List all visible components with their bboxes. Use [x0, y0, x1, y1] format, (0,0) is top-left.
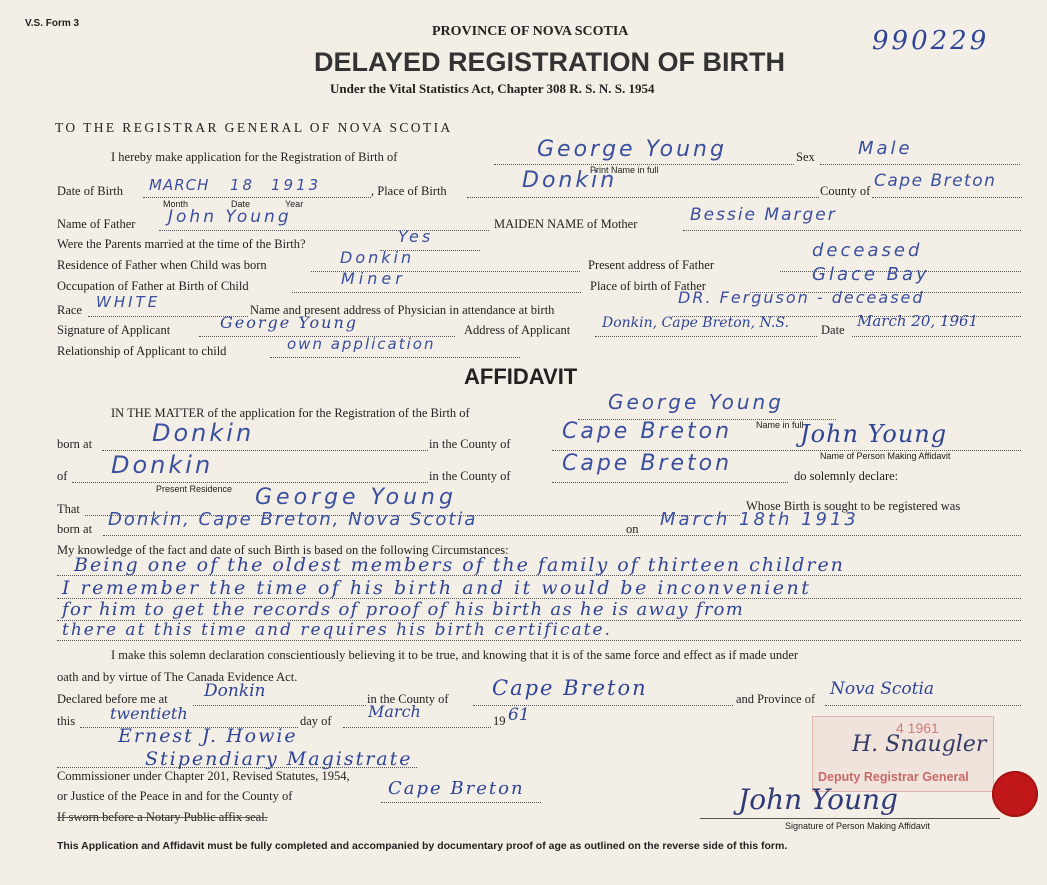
county-line	[872, 197, 1022, 198]
of-value: Donkin	[111, 451, 214, 479]
circumstance-text-2: I remember the time of his birth and it would be inconvenient	[62, 577, 812, 599]
date-label: Date	[821, 323, 845, 337]
whose-birth-label: Whose Birth is sought to be registered was	[746, 499, 961, 513]
month-value: March	[368, 702, 421, 721]
serial-number: 990229	[872, 26, 990, 56]
sig-label: Signature of Applicant	[57, 323, 171, 337]
born-at2-value: Donkin, Cape Breton, Nova Scotia	[108, 509, 478, 530]
solemnly-label: do solemnly declare:	[794, 469, 899, 483]
form-title: DELAYED REGISTRATION OF BIRTH	[314, 47, 786, 77]
physician-value: DR. Ferguson - deceased	[678, 288, 925, 307]
born-at2-label: born at	[57, 522, 93, 536]
sex-line	[820, 164, 1020, 165]
justice-line	[381, 802, 541, 803]
occupation-value: Miner	[341, 269, 406, 288]
mother-line	[683, 230, 1021, 231]
father-birthplace-value: Glace Bay	[812, 264, 930, 285]
born-county-value: Cape Breton	[562, 419, 733, 444]
declared-label: Declared before me at	[57, 692, 168, 706]
justice-county-value: Cape Breton	[388, 778, 525, 799]
name-in-full-hint: Name in full	[756, 420, 804, 430]
commissioner-signature: Ernest J. Howie	[118, 725, 298, 747]
declaration-text-2: oath and by virtue of The Canada Evidence Act.	[57, 670, 298, 684]
sex-value: Male	[858, 138, 913, 159]
res-father-label: Residence of Father when Child was born	[57, 258, 267, 272]
sex-label: Sex	[796, 150, 815, 164]
year-prefix-label: 19	[493, 714, 506, 728]
declared-county-label: in the County of	[367, 692, 449, 706]
commissioner-line	[57, 767, 417, 768]
declared-county-value: Cape Breton	[492, 676, 648, 700]
day-value: twentieth	[110, 704, 188, 723]
physician-label: Name and present address of Physician in attendance at birth	[250, 303, 555, 317]
act-reference: Under the Vital Statistics Act, Chapter 308 R. S. N. S. 1954	[330, 81, 655, 96]
race-value: WHITE	[96, 293, 161, 311]
pob-value: Donkin	[522, 168, 618, 193]
res-county-line	[552, 482, 788, 483]
dob-label: Date of Birth	[57, 184, 123, 198]
sig-value: George Young	[220, 313, 358, 332]
that-label: That	[57, 502, 80, 516]
affiant-signature-line	[700, 818, 1000, 819]
red-seal	[992, 771, 1038, 817]
race-label: Race	[57, 303, 82, 317]
county-value: Cape Breton	[874, 171, 997, 191]
father-value: John Young	[168, 207, 292, 227]
mother-value: Bessie Marger	[690, 205, 837, 225]
born-at2-line	[103, 535, 1021, 536]
born-at-value: Donkin	[152, 419, 255, 447]
declared-line	[193, 705, 366, 706]
of-label: of	[57, 469, 68, 483]
form-number: V.S. Form 3	[25, 18, 80, 29]
relationship-value: own application	[287, 335, 436, 353]
affiant-name-value: John Young	[800, 420, 948, 448]
province-label: and Province of	[736, 692, 816, 706]
addr-app-line	[595, 336, 817, 337]
date-hint: Date	[231, 199, 251, 209]
res-county-label: in the County of	[429, 469, 511, 483]
pob-line	[467, 197, 819, 198]
present-addr-label: Present address of Father	[588, 258, 715, 272]
child-name-value: George Young	[537, 137, 727, 162]
stamp-text: Deputy Registrar General	[818, 770, 969, 784]
res-county-value: Cape Breton	[562, 451, 733, 476]
born-county-label: in the County of	[429, 437, 511, 451]
dob-year-value: 1913	[271, 176, 322, 194]
commissioner-label: Commissioner under Chapter 201, Revised Statutes, 1954,	[57, 769, 350, 783]
commissioner-title: Stipendiary Magistrate	[145, 748, 413, 770]
circumstance-line-4	[57, 640, 1021, 641]
occupation-line	[292, 292, 581, 293]
that-value: George Young	[255, 485, 457, 510]
registrar-address: TO THE REGISTRAR GENERAL OF NOVA SCOTIA	[55, 120, 453, 135]
circumstance-text-1: Being one of the oldest members of the family of thirteen children	[74, 554, 845, 576]
year-hint: Year	[285, 199, 304, 209]
circumstance-text-3: for him to get the records of proof of his birth as he is away from	[62, 599, 745, 620]
date-line	[852, 336, 1021, 337]
on-value: March 18th 1913	[660, 509, 859, 530]
affiant-hint: Name of Person Making Affidavit	[820, 451, 951, 461]
circumstance-text-4: there at this time and requires his birth certificate.	[62, 620, 612, 640]
present-addr-value: deceased	[812, 240, 923, 261]
dob-date-value: 18	[230, 176, 256, 194]
father-label: Name of Father	[57, 217, 136, 231]
declared-place-value: Donkin	[204, 681, 266, 701]
mother-label: MAIDEN NAME of Mother	[494, 217, 638, 231]
this-label: this	[57, 714, 76, 728]
day-of-label: day of	[300, 714, 332, 728]
month-hint: Month	[163, 199, 189, 209]
stamp-date: 4 1961	[896, 720, 939, 736]
affidavit-heading: AFFIDAVIT	[464, 364, 578, 389]
res-father-value: Donkin	[340, 248, 415, 267]
province-heading: PROVINCE OF NOVA SCOTIA	[432, 24, 629, 39]
month-line	[343, 727, 491, 728]
county-label: County of	[820, 184, 871, 198]
matter-value: George Young	[608, 390, 784, 414]
present-residence-hint: Present Residence	[156, 484, 233, 494]
registrar-signature: H. Snaugler	[852, 732, 987, 757]
of-line	[72, 482, 428, 483]
declaration-text-1: I make this solemn declaration conscientiously believing it to be true, and knowing that it is of the same force and effect as if made under	[111, 648, 799, 662]
dob-line	[143, 197, 371, 198]
addr-app-value: Donkin, Cape Breton, N.S.	[602, 315, 789, 331]
father-birthplace-label: Place of birth of Father	[590, 279, 706, 293]
applicant-intro-label: I hereby make application for the Registration of Birth of	[111, 150, 398, 164]
affiant-signature-hint: Signature of Person Making Affidavit	[785, 821, 930, 831]
notary-label: If sworn before a Notary Public affix seal.	[57, 810, 268, 824]
province-line	[825, 705, 1021, 706]
justice-label: or Justice of the Peace in and for the County of	[57, 789, 293, 803]
date-value: March 20, 1961	[857, 312, 979, 330]
matter-label: IN THE MATTER of the application for the Registration of the Birth of	[111, 406, 470, 420]
occupation-label: Occupation of Father at Birth of Child	[57, 279, 249, 293]
affiant-signature: John Young	[738, 783, 898, 816]
pob-label: , Place of Birth	[371, 184, 447, 198]
form-footer-note: This Application and Affidavit must be fully completed and accompanied by documentary proof of age as outlined on the reverse side of this form.	[57, 840, 788, 852]
on-label: on	[626, 522, 639, 536]
married-label: Were the Parents married at the time of the Birth?	[57, 237, 306, 251]
province-value: Nova Scotia	[830, 679, 935, 699]
dob-month-value: MARCH	[149, 176, 210, 194]
year-suffix-value: 61	[508, 705, 530, 725]
relationship-line	[270, 357, 520, 358]
born-at-label: born at	[57, 437, 93, 451]
father-line	[159, 230, 489, 231]
print-name-hint: Print Name in full	[590, 165, 659, 175]
addr-app-label: Address of Applicant	[464, 323, 571, 337]
married-value: Yes	[398, 227, 434, 246]
relationship-label: Relationship of Applicant to child	[57, 344, 227, 358]
knowledge-label: My knowledge of the fact and date of such Birth is based on the following Circumstances:	[57, 543, 509, 557]
